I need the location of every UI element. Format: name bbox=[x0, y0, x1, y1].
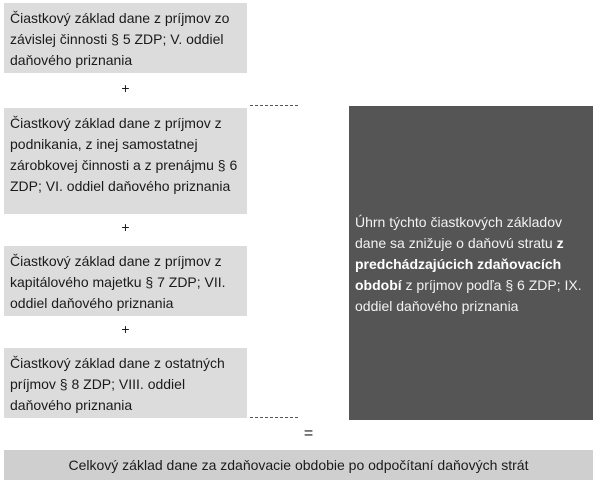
bracket-dash-bottom bbox=[250, 417, 298, 418]
income-box-employment bbox=[4, 3, 247, 73]
income-box-business-text: Čiastkový základ dane z príjmov z podnikania, z inej samostatnej zárobkovej činnosti a z prenájmu § 6 ZDP; VI. oddiel daňového priznania bbox=[10, 115, 238, 194]
loss-reduction-box bbox=[349, 106, 593, 420]
plus-operator-3: + bbox=[121, 321, 130, 337]
income-box-capital bbox=[4, 246, 247, 316]
total-tax-base-text: Celkový základ dane za zdaňovacie obdobie po odpočítaní daňových strát bbox=[68, 457, 529, 473]
equals-operator: = bbox=[303, 425, 314, 442]
plus-operator-2: + bbox=[121, 219, 130, 235]
loss-reduction-text-bold: z predchádzajúcich zdaňovacích období bbox=[355, 235, 564, 293]
loss-reduction-text-before: Úhrn týchto čiastkových základov dane sa znižuje o daňovú stratu bbox=[355, 214, 562, 251]
income-box-employment-text: Čiastkový základ dane z príjmov zo závislej činnosti § 5 ZDP; V. oddiel daňového priznania bbox=[10, 10, 230, 68]
income-box-capital-text: Čiastkový základ dane z príjmov z kapitálového majetku § 7 ZDP; VII. oddiel daňového priznania bbox=[10, 253, 226, 311]
total-tax-base-box bbox=[4, 450, 593, 480]
loss-reduction-text-after: z príjmov podľa § 6 ZDP; IX. oddiel daňového priznania bbox=[355, 277, 582, 314]
plus-operator-1: + bbox=[121, 80, 130, 96]
bracket-dash-top bbox=[250, 105, 298, 106]
income-box-other-text: Čiastkový základ dane z ostatných príjmov § 8 ZDP; VIII. oddiel daňového priznania bbox=[10, 355, 225, 413]
income-box-business bbox=[4, 108, 247, 214]
income-box-other bbox=[4, 348, 247, 418]
